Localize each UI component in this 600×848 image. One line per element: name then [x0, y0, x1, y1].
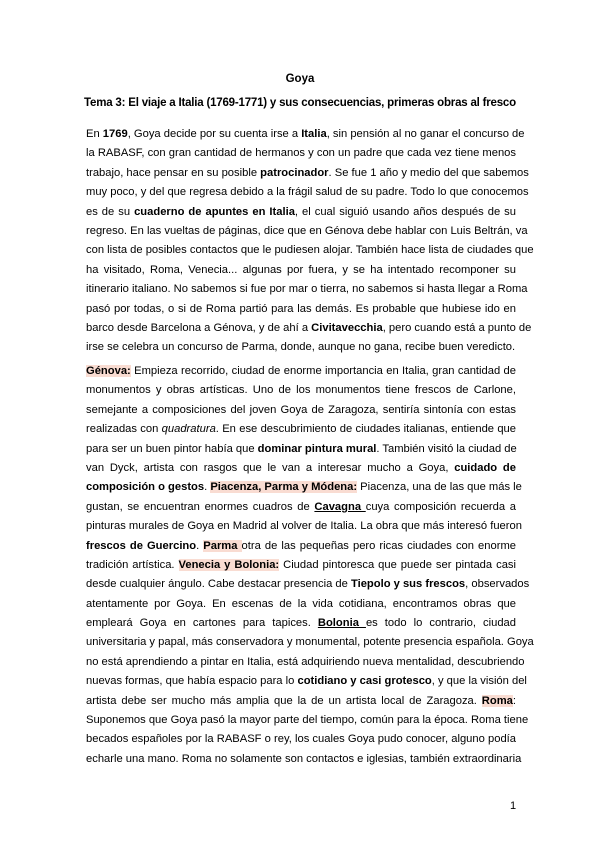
bold-term: patrocinador [260, 166, 329, 179]
document-title: Goya [285, 73, 315, 85]
bold-term: Tiepolo y sus frescos [350, 578, 466, 591]
paragraph-line: para ser un buen pintor había que dominar pintura mural. También visitó la ciudad de [86, 442, 517, 455]
paragraph-line: empleará Goya en cartones para tapices. Bolonia es todo lo contrario, ciudad [86, 617, 516, 630]
paragraph-line: regreso. En las vueltas de páginas, dice que en Génova debe hablar con Luis Beltrán, va [86, 224, 528, 237]
paragraph-line: echarle una mano. Roma no solamente son contactos e iglesias, también extraordinaria [86, 752, 522, 765]
bold-term: cuaderno de apuntes en Italia [134, 205, 295, 218]
paragraph-line: nuevas formas, que había espacio para lo cotidiano y casi grotesco, y que la visión del [86, 675, 527, 688]
paragraph-line: universitaria y papal, más conservadora y monumental, potente presencia española. Goya [86, 636, 534, 649]
highlighted-heading: Génova: [86, 365, 131, 377]
paragraph-line: composición o gestos. Piacenza, Parma y Módena: Piacenza, una de las que más le [86, 481, 522, 494]
bold-term: Italia [301, 128, 327, 140]
paragraph-line: es de su cuaderno de apuntes en Italia, el cual siguió usando años después de su [86, 205, 516, 218]
paragraph-line: itinerario italiano. No sabemos si fue por mar o tierra, no sabemos si hasta llegar a Roma [86, 283, 528, 296]
paragraph-line: ha visitado, Roma, Venecia... algunas por fuera, y se ha intentado recomponer su [86, 263, 516, 276]
paragraph-line: pasó por todas, o si de Roma partió para las demás. Es probable que hubiese ido en [86, 302, 516, 315]
bold-term: cuidado de [454, 461, 516, 474]
bold-term: Civitavecchia [311, 321, 383, 334]
bold-term: composición o gestos [86, 481, 205, 494]
paragraph-line: la RABASF, con gran cantidad de hermanos y con un padre que cada vez tiene menos [86, 147, 516, 160]
paragraph-line: no está aprendiendo a pintar en Italia, está adquiriendo nueva mentalidad, descubriendo [86, 655, 525, 668]
underlined-term: Cavagna [314, 500, 366, 513]
underlined-term: Bolonia [317, 617, 366, 630]
paragraph-line: semejante a composiciones del joven Goya de Zaragoza, sentiría sintonía con estas [86, 403, 516, 416]
bold-term: dominar pintura mural [257, 442, 377, 455]
highlighted-heading: Venecia y Bolonia: [178, 558, 280, 571]
highlighted-heading: Parma [203, 539, 242, 552]
paragraph-line: desde cualquier ángulo. Cabe destacar presencia de Tiepolo y sus frescos, observados [86, 578, 530, 591]
highlighted-heading: Piacenza, Parma y Módena: [210, 481, 358, 494]
paragraph-line: realizadas con quadratura. En ese descubrimiento de ciudades italianas, entiende que [86, 423, 516, 436]
paragraph-line: frescos de Guercino. Parma otra de las pequeñas pero ricas ciudades con enorme [86, 539, 516, 552]
bold-term: frescos de Guercino [86, 539, 197, 552]
paragraph-line: En 1769, Goya decide por su cuenta irse a Italia, sin pensión al no ganar el concurso de [86, 128, 525, 140]
bold-term: 1769 [102, 128, 128, 140]
paragraph-line: irse se celebra un concurso de Parma, donde, aunque no gana, recibe buen veredicto. [86, 341, 516, 354]
paragraph-line: trabajo, hace pensar en su posible patrocinador. Se fue 1 año y medio del que sabemos [86, 166, 529, 179]
highlighted-heading: Roma [481, 694, 513, 707]
paragraph-line: van Dyck, artista con rasgos que le van a interesar mucho a Goya, cuidado de [86, 461, 516, 474]
document-subtitle: Tema 3: El viaje a Italia (1769-1771) y sus consecuencias, primeras obras al fresco [84, 97, 516, 109]
paragraph-line: Génova: Empieza recorrido, ciudad de enorme importancia en Italia, gran cantidad de [86, 365, 516, 377]
paragraph-line: barco desde Barcelona a Génova, y de ahí a Civitavecchia, pero cuando está a punto de [86, 321, 532, 334]
paragraph-line: gustan, se encuentran enormes cuadros de Cavagna cuya composición recuerda a [86, 500, 516, 513]
italic-term: quadratura [161, 423, 216, 436]
paragraph-line: atentamente por Goya. En escenas de la vida cotidiana, encontramos obras que [86, 597, 516, 610]
paragraph-line: artista debe ser mucho más amplia que la de un artista local de Zaragoza. Roma: [86, 694, 516, 707]
paragraph-line: con lista de posibles contactos que le pudiesen alojar. También hace lista de ciudades que [86, 244, 534, 257]
page-number: 1 [510, 800, 517, 812]
paragraph-line: Suponemos que Goya pasó la mayor parte del tiempo, común para la época. Roma tiene [86, 714, 529, 727]
paragraph-line: becados españoles por la RABASF o rey, los cuales Goya pudo conocer, alguno podía [86, 733, 516, 746]
paragraph-line: pinturas murales de Goya en Madrid al volver de Italia. La obra que más interesó fueron [86, 520, 522, 533]
bold-term: cotidiano y casi grotesco [297, 675, 432, 688]
paragraph-line: monumentos y obras artísticas. Uno de los monumentos tiene frescos de Carlone, [86, 384, 516, 397]
paragraph-line: muy poco, y del que regresa debido a la frágil salud de su padre. Todo lo que conocemos [86, 186, 529, 199]
paragraph-line: tradición artística. Venecia y Bolonia: Ciudad pintoresca que puede ser pintada casi [86, 558, 516, 571]
paragraph-1 [86, 125, 534, 358]
paragraph-2 [86, 362, 534, 769]
